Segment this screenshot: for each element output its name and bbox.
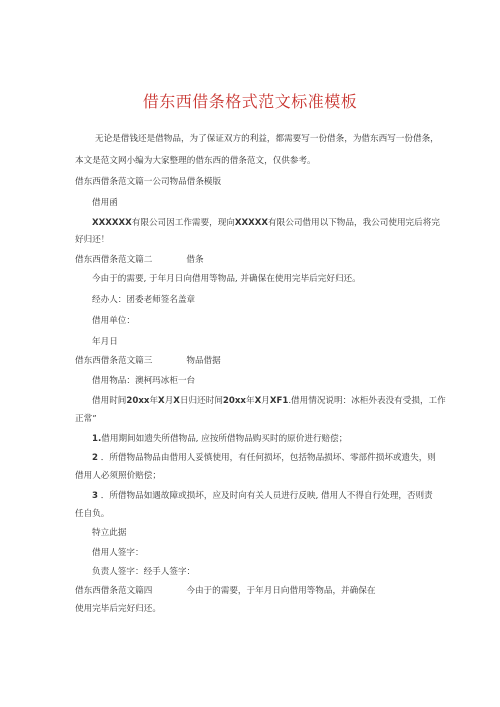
section3-heading: 借东西借条范文篇三 物品借据 [75,356,221,366]
section1-body-line-2: 好归还！ [75,235,110,245]
section3-time-line-2: 正常” [75,414,97,424]
section3-rule-3-line-1: 3 ．所借物品如遇故障或损坏，应及时向有关人员进行反映, 借用人不得自行处理，否则责 [92,491,433,501]
section3-rule-3-line-2: 任自负。 [75,509,110,519]
section3-time-line-1: 借用时间20xx年X月X日归还时间20xx年X月XF1.借用情况说明：冰柜外表没有受损，工作 [92,396,446,406]
section2-body: 今由于的需要, 于年月日向借用等物品, 并确保在使用完毕后完好归还。 [92,274,361,284]
intro-line-1: 无论是借钱还是借物品，为了保证双方的利益，都需要写一份借条，为借东西写一份借条， [95,134,439,144]
section4-line-1: 借东西借条范文篇四 今由于的需要，于年月日向借用等物品，并确保在 [75,586,376,596]
section3-rule-2-line-1: 2 ．所借物品物品由借用人妥慎使用，有任何损坏，包括物品损坏、零部件损坏或遗失，则 [92,453,436,463]
section3-borrower-sign: 借用人签字： [92,548,144,558]
section3-item: 借用物品：澳柯玛冰柜一台 [92,376,196,386]
company-placeholder-2: XXXXX [234,218,269,228]
section2-unit: 借用单位： [92,316,135,326]
section1-letter-title: 借用函 [92,198,118,208]
section2-date: 年月日 [92,337,118,347]
document-title: 借东西借条格式范文标准模板 [142,92,358,111]
section4-heading: 借东西借条范文篇四 [75,586,153,596]
section3-rule-2-line-2: 借用人必须照价赔偿； [75,471,161,481]
section2-handler: 经办人：团委老师签名盖章 [92,295,196,305]
section2-heading: 借东西借条范文篇二 借条 [75,255,204,265]
section4-line-2: 使用完毕后完好归还。 [75,604,161,614]
section3-rule-1: 1.借用期间如遗失所借物品, 应按所借物品购买时的原价进行赔偿； [92,434,348,444]
intro-line-2: 本文是范文网小编为大家整理的借东西的借条范文，仅供参考。 [75,156,316,166]
section3-special: 特立此据 [92,528,127,538]
section3-signs: 负责人签字：经手人签字： [92,567,196,577]
section1-heading: 借东西借条范文篇一公司物品借条模版 [75,177,222,187]
company-placeholder-1: XXXXXX [92,218,132,228]
section1-body-line-1: XXXXXX有限公司因工作需要，现向XXXXX有限公司借用以下物品，我公司使用完后将完 [92,218,440,228]
